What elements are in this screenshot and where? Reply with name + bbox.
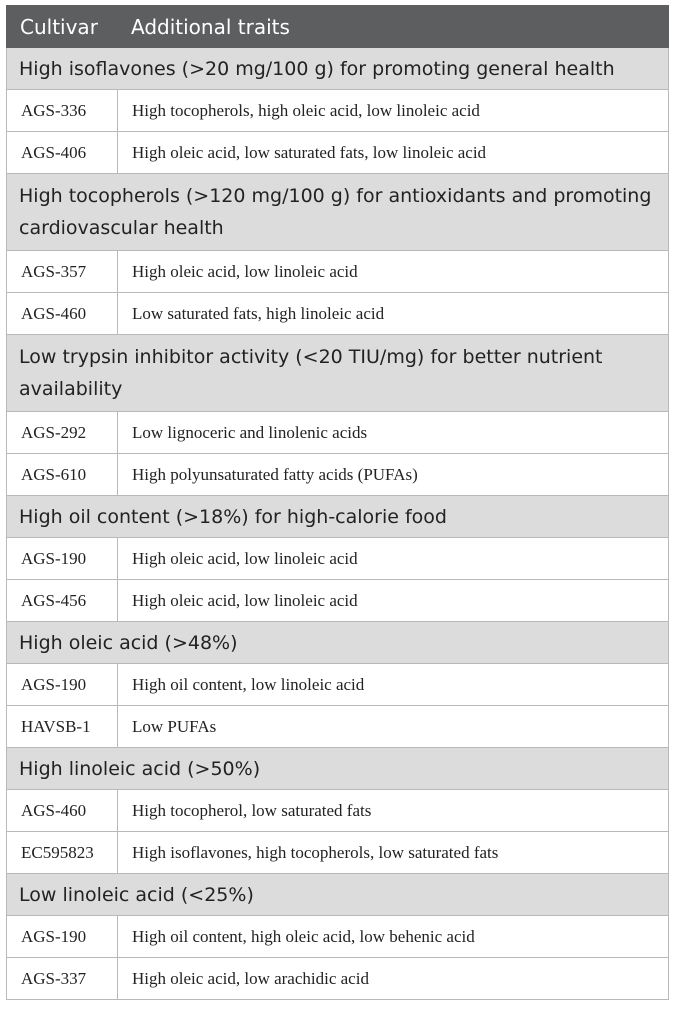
group-title: Low linoleic acid (<25%) [7,874,669,916]
table-row [7,664,669,706]
group-title: High isoflavones (>20 mg/100 g) for promoting general health [7,48,669,90]
cultivar-cell: AGS-336 [7,90,118,132]
traits-cell: Low lignoceric and linolenic acids [118,412,669,454]
cultivar-cell: AGS-406 [7,132,118,174]
table-row [7,790,669,832]
cultivar-cell: AGS-460 [7,790,118,832]
traits-cell: High oleic acid, low arachidic acid [118,958,669,1000]
cultivar-cell: AGS-190 [7,916,118,958]
group-row [7,748,669,790]
traits-cell: High oleic acid, low linoleic acid [118,538,669,580]
table-row [7,90,669,132]
header-additional-traits: Additional traits [118,6,669,48]
group-row [7,335,669,412]
table-row [7,454,669,496]
traits-cell: High oleic acid, low linoleic acid [118,580,669,622]
table-row [7,251,669,293]
table-row [7,916,669,958]
group-row [7,496,669,538]
group-title: High oil content (>18%) for high-calorie food [7,496,669,538]
table-row [7,412,669,454]
traits-cell: High tocopherol, low saturated fats [118,790,669,832]
group-row [7,48,669,90]
cultivar-cell: AGS-460 [7,293,118,335]
table-row [7,293,669,335]
traits-cell: Low PUFAs [118,706,669,748]
traits-cell: High polyunsaturated fatty acids (PUFAs) [118,454,669,496]
traits-cell: Low saturated fats, high linoleic acid [118,293,669,335]
traits-cell: High oleic acid, low saturated fats, low linoleic acid [118,132,669,174]
traits-cell: High isoflavones, high tocopherols, low saturated fats [118,832,669,874]
header-cultivar: Cultivar [7,6,118,48]
cultivar-cell: AGS-610 [7,454,118,496]
cultivar-cell: AGS-456 [7,580,118,622]
traits-cell: High oil content, low linoleic acid [118,664,669,706]
cultivar-traits-table [6,5,669,1000]
traits-cell: High tocopherols, high oleic acid, low linoleic acid [118,90,669,132]
table-row [7,132,669,174]
table-row [7,580,669,622]
cultivar-cell: AGS-190 [7,664,118,706]
cultivar-cell: EC595823 [7,832,118,874]
group-row [7,174,669,251]
group-row [7,874,669,916]
cultivar-cell: AGS-337 [7,958,118,1000]
table-row [7,538,669,580]
cultivar-cell: AGS-357 [7,251,118,293]
table-row [7,958,669,1000]
group-title: High linoleic acid (>50%) [7,748,669,790]
traits-cell: High oil content, high oleic acid, low behenic acid [118,916,669,958]
table-row [7,706,669,748]
cultivar-cell: AGS-292 [7,412,118,454]
cultivar-cell: HAVSB-1 [7,706,118,748]
table-row [7,832,669,874]
table-header-row [7,6,669,48]
group-title: High tocopherols (>120 mg/100 g) for antioxidants and promoting cardiovascular health [7,174,669,251]
cultivar-cell: AGS-190 [7,538,118,580]
group-title: High oleic acid (>48%) [7,622,669,664]
group-title: Low trypsin inhibitor activity (<20 TIU/mg) for better nutrient availability [7,335,669,412]
traits-cell: High oleic acid, low linoleic acid [118,251,669,293]
group-row [7,622,669,664]
